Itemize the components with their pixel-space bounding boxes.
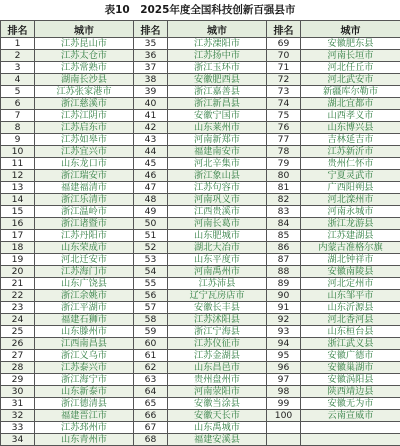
city-cell: 浙江龙游县 <box>301 218 400 230</box>
city-cell: 云南宣威市 <box>301 410 400 422</box>
city-cell: 贵州盘州市 <box>168 374 267 386</box>
city-cell: 山东广饶县 <box>35 278 134 290</box>
rank-cell: 71 <box>267 62 301 74</box>
city-cell: 江苏句容市 <box>168 182 267 194</box>
header-row <box>1 21 400 38</box>
table-row <box>1 362 400 374</box>
city-cell: 山东龙口市 <box>35 158 134 170</box>
city-cell: 河南巩义市 <box>168 194 267 206</box>
rank-cell: 75 <box>267 110 301 122</box>
header-rank: 排名 <box>1 21 35 38</box>
rank-cell: 15 <box>1 206 35 218</box>
table-row <box>1 98 400 110</box>
city-cell: 河南长垣市 <box>301 50 400 62</box>
city-cell: 山东荣成市 <box>35 242 134 254</box>
rank-cell: 23 <box>1 302 35 314</box>
rank-cell: 79 <box>267 158 301 170</box>
rank-cell: 94 <box>267 338 301 350</box>
rank-cell: 77 <box>267 134 301 146</box>
table-row <box>1 386 400 398</box>
rank-cell: 47 <box>134 182 168 194</box>
city-cell: 河北辛集市 <box>168 158 267 170</box>
table-row <box>1 338 400 350</box>
rank-cell: 38 <box>134 74 168 86</box>
rank-cell: 2 <box>1 50 35 62</box>
rank-cell: 12 <box>1 170 35 182</box>
table-row <box>1 290 400 302</box>
rank-cell: 29 <box>1 374 35 386</box>
city-cell: 江苏溧阳市 <box>168 38 267 50</box>
rank-cell: 1 <box>1 38 35 50</box>
rank-cell <box>267 434 301 446</box>
header-city: 城市 <box>301 21 400 38</box>
city-cell: 浙江平湖市 <box>35 302 134 314</box>
rank-cell: 28 <box>1 362 35 374</box>
city-cell: 福建福清市 <box>35 182 134 194</box>
table-row <box>1 182 400 194</box>
rank-cell: 63 <box>134 374 168 386</box>
table-row <box>1 374 400 386</box>
rank-cell: 18 <box>1 242 35 254</box>
rank-cell: 20 <box>1 266 35 278</box>
city-cell: 宁夏灵武市 <box>301 170 400 182</box>
rank-cell: 62 <box>134 362 168 374</box>
city-cell: 河北任丘市 <box>301 62 400 74</box>
header-rank: 排名 <box>134 21 168 38</box>
rank-cell: 81 <box>267 182 301 194</box>
city-cell: 山东昌邑市 <box>168 362 267 374</box>
city-cell: 江西南昌县 <box>35 338 134 350</box>
city-cell: 湖北宜都市 <box>301 98 400 110</box>
rank-cell: 78 <box>267 146 301 158</box>
rank-cell: 80 <box>267 170 301 182</box>
rank-cell: 42 <box>134 122 168 134</box>
city-cell: 贵州仁怀市 <box>301 158 400 170</box>
city-cell: 江苏扬中市 <box>168 50 267 62</box>
table-row <box>1 266 400 278</box>
city-cell: 山东博兴县 <box>301 122 400 134</box>
city-cell: 江苏宜兴市 <box>35 146 134 158</box>
city-cell: 江苏太仓市 <box>35 50 134 62</box>
city-cell: 江苏邳州市 <box>35 422 134 434</box>
header-rank: 排名 <box>267 21 301 38</box>
rank-cell: 87 <box>267 254 301 266</box>
city-cell: 浙江宁海县 <box>168 326 267 338</box>
rank-cell: 4 <box>1 74 35 86</box>
rank-cell: 24 <box>1 314 35 326</box>
city-cell: 安徽涡阳县 <box>301 374 400 386</box>
city-cell: 江西贵溪市 <box>168 206 267 218</box>
table-row <box>1 110 400 122</box>
city-cell: 安徽肥东县 <box>301 38 400 50</box>
city-cell: 江苏丹阳市 <box>35 230 134 242</box>
city-cell: 山东沂源县 <box>301 302 400 314</box>
table-row <box>1 434 400 446</box>
rank-cell: 96 <box>267 362 301 374</box>
city-cell: 江苏沭阳县 <box>168 314 267 326</box>
rank-cell: 22 <box>1 290 35 302</box>
city-cell: 河北武安市 <box>301 74 400 86</box>
table-row <box>1 62 400 74</box>
table-row <box>1 38 400 50</box>
rank-cell: 11 <box>1 158 35 170</box>
rank-cell: 13 <box>1 182 35 194</box>
city-cell: 新疆库尔勒市 <box>301 86 400 98</box>
rank-cell: 82 <box>267 194 301 206</box>
table-row <box>1 230 400 242</box>
city-cell: 山东邹平市 <box>301 290 400 302</box>
rank-cell: 27 <box>1 350 35 362</box>
rank-cell: 99 <box>267 398 301 410</box>
city-cell: 山西孝义市 <box>301 110 400 122</box>
rank-cell: 17 <box>1 230 35 242</box>
city-cell: 安徽长丰县 <box>168 302 267 314</box>
rank-cell: 60 <box>134 338 168 350</box>
city-cell: 浙江海宁市 <box>35 374 134 386</box>
city-cell: 河北定州市 <box>301 278 400 290</box>
rank-cell: 21 <box>1 278 35 290</box>
city-cell: 江苏江阴市 <box>35 110 134 122</box>
rank-cell: 90 <box>267 290 301 302</box>
city-cell: 山东滕州市 <box>35 326 134 338</box>
city-cell: 安徽南陵县 <box>301 266 400 278</box>
city-cell: 河南永城市 <box>301 206 400 218</box>
rank-cell: 92 <box>267 314 301 326</box>
rank-cell: 8 <box>1 122 35 134</box>
rank-cell: 14 <box>1 194 35 206</box>
city-cell: 浙江武义县 <box>301 338 400 350</box>
table-row <box>1 146 400 158</box>
city-cell: 安徽肥西县 <box>168 74 267 86</box>
rank-cell: 91 <box>267 302 301 314</box>
rank-cell: 72 <box>267 74 301 86</box>
city-cell: 安徽巢湖市 <box>301 362 400 374</box>
table-row <box>1 350 400 362</box>
rank-cell: 19 <box>1 254 35 266</box>
rank-cell: 45 <box>134 158 168 170</box>
rank-cell: 44 <box>134 146 168 158</box>
city-cell: 江苏昆山市 <box>35 38 134 50</box>
table-row <box>1 158 400 170</box>
rank-cell: 55 <box>134 278 168 290</box>
table-row <box>1 122 400 134</box>
city-cell: 吉林延吉市 <box>301 134 400 146</box>
city-cell: 福建晋江市 <box>35 410 134 422</box>
city-cell: 陕西靖边县 <box>301 386 400 398</box>
rank-cell: 26 <box>1 338 35 350</box>
rank-cell: 100 <box>267 410 301 422</box>
rank-cell: 98 <box>267 386 301 398</box>
city-cell: 浙江慈溪市 <box>35 98 134 110</box>
city-cell: 浙江义乌市 <box>35 350 134 362</box>
table-row <box>1 170 400 182</box>
rank-cell: 10 <box>1 146 35 158</box>
city-cell: 江苏海门市 <box>35 266 134 278</box>
city-cell: 河南荥阳市 <box>168 386 267 398</box>
city-cell: 浙江诸暨市 <box>35 218 134 230</box>
city-cell: 浙江新昌县 <box>168 98 267 110</box>
rank-cell: 25 <box>1 326 35 338</box>
city-cell: 浙江余姚市 <box>35 290 134 302</box>
city-cell: 安徽天长市 <box>168 410 267 422</box>
city-cell: 山东新泰市 <box>35 386 134 398</box>
rank-cell: 7 <box>1 110 35 122</box>
ranking-table <box>0 20 400 446</box>
city-cell: 浙江嘉善县 <box>168 86 267 98</box>
rank-cell: 69 <box>267 38 301 50</box>
rank-cell: 35 <box>134 38 168 50</box>
city-cell: 内蒙古准格尔旗 <box>301 242 400 254</box>
rank-cell: 43 <box>134 134 168 146</box>
rank-cell: 36 <box>134 50 168 62</box>
city-cell: 江苏如皋市 <box>35 134 134 146</box>
rank-cell: 70 <box>267 50 301 62</box>
rank-cell: 93 <box>267 326 301 338</box>
table-row <box>1 398 400 410</box>
rank-cell: 31 <box>1 398 35 410</box>
table-row <box>1 218 400 230</box>
rank-cell: 5 <box>1 86 35 98</box>
rank-cell: 64 <box>134 386 168 398</box>
rank-cell: 40 <box>134 98 168 110</box>
rank-cell: 73 <box>267 86 301 98</box>
city-cell: 浙江象山县 <box>168 170 267 182</box>
table-row <box>1 194 400 206</box>
header-city: 城市 <box>168 21 267 38</box>
city-cell: 河南长葛市 <box>168 218 267 230</box>
city-cell: 湖北钟祥市 <box>301 254 400 266</box>
table-row <box>1 50 400 62</box>
rank-cell: 46 <box>134 170 168 182</box>
rank-cell: 54 <box>134 266 168 278</box>
city-cell: 山东肥城市 <box>168 230 267 242</box>
rank-cell: 74 <box>267 98 301 110</box>
city-cell: 广西阳朔县 <box>301 182 400 194</box>
rank-cell: 50 <box>134 218 168 230</box>
rank-cell: 34 <box>1 434 35 446</box>
city-cell: 浙江德清县 <box>35 398 134 410</box>
city-cell: 江苏泰兴市 <box>35 362 134 374</box>
city-cell: 河北滦州市 <box>301 194 400 206</box>
city-cell: 安徽宁国市 <box>168 110 267 122</box>
city-cell: 浙江温岭市 <box>35 206 134 218</box>
rank-cell: 58 <box>134 314 168 326</box>
city-cell: 河南禹州市 <box>168 266 267 278</box>
city-cell: 湖南长沙县 <box>35 74 134 86</box>
rank-cell: 67 <box>134 422 168 434</box>
rank-cell: 32 <box>1 410 35 422</box>
rank-cell: 30 <box>1 386 35 398</box>
rank-cell: 65 <box>134 398 168 410</box>
rank-cell: 51 <box>134 230 168 242</box>
table-title: 表10 2025年度全国科技创新百强县市 <box>0 0 400 20</box>
rank-cell: 52 <box>134 242 168 254</box>
rank-cell: 16 <box>1 218 35 230</box>
rank-cell: 33 <box>1 422 35 434</box>
rank-cell: 61 <box>134 350 168 362</box>
rank-cell: 3 <box>1 62 35 74</box>
rank-cell: 49 <box>134 206 168 218</box>
table-row <box>1 134 400 146</box>
city-cell: 江苏沛县 <box>168 278 267 290</box>
city-cell: 山东青州市 <box>35 434 134 446</box>
city-cell: 河北香河县 <box>301 314 400 326</box>
rank-cell: 85 <box>267 230 301 242</box>
city-cell: 河北迁安市 <box>35 254 134 266</box>
rank-cell: 41 <box>134 110 168 122</box>
city-cell: 湖北大冶市 <box>168 242 267 254</box>
city-cell: 浙江玉环市 <box>168 62 267 74</box>
city-cell: 辽宁瓦房店市 <box>168 290 267 302</box>
rank-cell: 68 <box>134 434 168 446</box>
table-row <box>1 278 400 290</box>
rank-cell: 84 <box>267 218 301 230</box>
city-cell: 安徽广德市 <box>301 350 400 362</box>
city-cell: 江苏金湖县 <box>168 350 267 362</box>
city-cell: 福建石狮市 <box>35 314 134 326</box>
city-cell: 福建安溪县 <box>168 434 267 446</box>
table-row <box>1 302 400 314</box>
city-cell: 江苏仪征市 <box>168 338 267 350</box>
rank-cell: 48 <box>134 194 168 206</box>
rank-cell: 76 <box>267 122 301 134</box>
city-cell: 江苏新沂市 <box>301 146 400 158</box>
city-cell: 江苏建湖县 <box>301 230 400 242</box>
city-cell <box>301 434 400 446</box>
rank-cell: 88 <box>267 266 301 278</box>
city-cell: 山东桓台县 <box>301 326 400 338</box>
rank-cell: 56 <box>134 290 168 302</box>
city-cell: 山东平度市 <box>168 254 267 266</box>
table-row <box>1 410 400 422</box>
city-cell: 安徽当涂县 <box>168 398 267 410</box>
rank-cell: 9 <box>1 134 35 146</box>
table-row <box>1 254 400 266</box>
rank-cell: 53 <box>134 254 168 266</box>
table-row <box>1 206 400 218</box>
rank-cell: 95 <box>267 350 301 362</box>
rank-cell: 6 <box>1 98 35 110</box>
city-cell: 安徽无为市 <box>301 398 400 410</box>
city-cell: 江苏张家港市 <box>35 86 134 98</box>
table-row <box>1 86 400 98</box>
rank-cell: 97 <box>267 374 301 386</box>
table-row <box>1 74 400 86</box>
table-row <box>1 242 400 254</box>
rank-cell: 39 <box>134 86 168 98</box>
table-row <box>1 314 400 326</box>
city-cell: 浙江瑞安市 <box>35 170 134 182</box>
table-row <box>1 326 400 338</box>
rank-cell: 66 <box>134 410 168 422</box>
rank-cell: 37 <box>134 62 168 74</box>
city-cell: 江苏常熟市 <box>35 62 134 74</box>
header-city: 城市 <box>35 21 134 38</box>
city-cell: 浙江乐清市 <box>35 194 134 206</box>
city-cell: 河南新郑市 <box>168 134 267 146</box>
city-cell: 福建南安市 <box>168 146 267 158</box>
rank-cell: 59 <box>134 326 168 338</box>
city-cell: 山东禹城市 <box>168 422 267 434</box>
rank-cell: 89 <box>267 278 301 290</box>
rank-cell: 83 <box>267 206 301 218</box>
rank-cell: 57 <box>134 302 168 314</box>
city-cell: 江苏启东市 <box>35 122 134 134</box>
rank-cell: 86 <box>267 242 301 254</box>
city-cell: 山东莱州市 <box>168 122 267 134</box>
